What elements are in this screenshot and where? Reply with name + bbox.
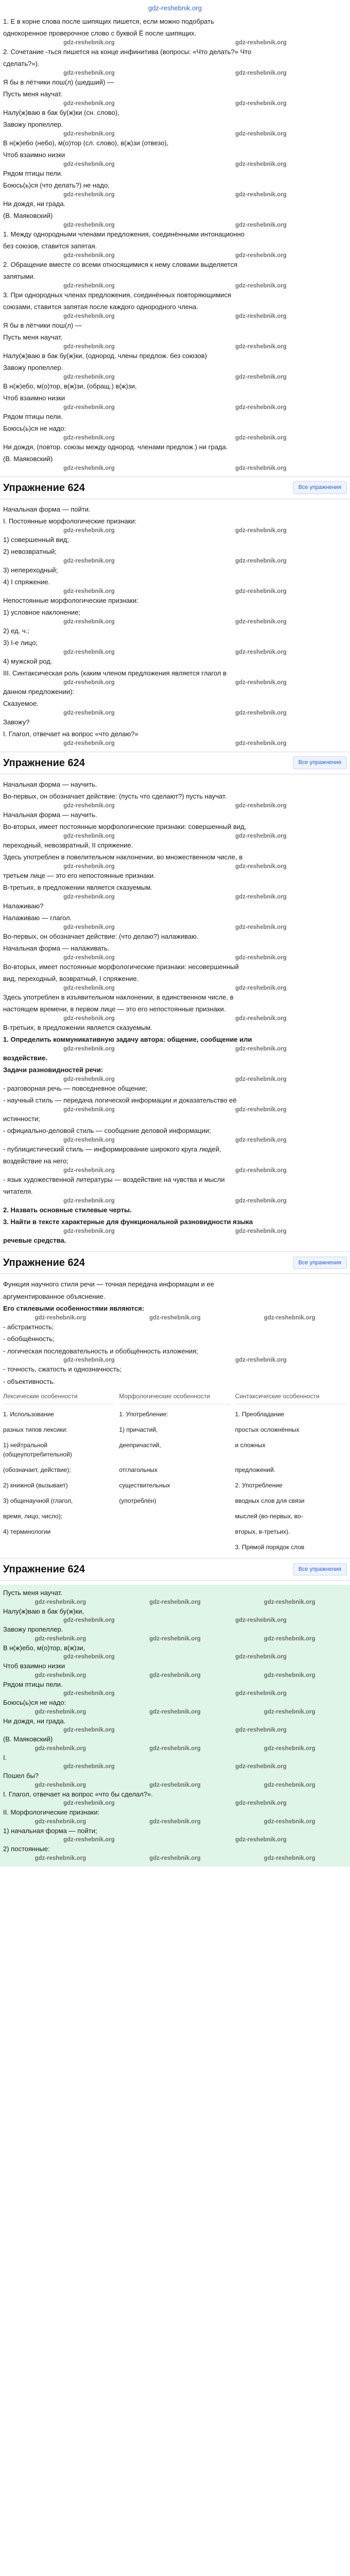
- text-line: - точность, сжатость и однозначность;: [3, 1365, 122, 1373]
- text-line: I. Глагол, отвечает на вопрос «что делаю?»: [3, 730, 138, 738]
- watermark-text: gdz-reshebnik.org: [63, 1800, 115, 1806]
- watermark-text: gdz-reshebnik.org: [34, 1745, 86, 1752]
- text-line: (В. Маяковский): [3, 455, 53, 463]
- watermark-row: [3, 464, 347, 472]
- text-line: Завожу пропеллер.: [3, 364, 63, 371]
- text-line: 3. Найти в тексте характерные для функциональной разновидности языка: [3, 1218, 253, 1226]
- watermark-text: gdz-reshebnik.org: [235, 465, 287, 471]
- text-line: - публицистический стиль — информирование широкого круга людей,: [3, 1145, 221, 1153]
- text-line: В н(ж)ебо, м(о)тор, в(ж)зи,: [3, 1643, 85, 1652]
- text-line: 2) невозвратный;: [3, 548, 57, 555]
- text-line: I.: [3, 1753, 7, 1761]
- watermark-text: gdz-reshebnik.org: [264, 1635, 316, 1642]
- watermark-text: gdz-reshebnik.org: [235, 833, 287, 839]
- text-line: Рядом птицы пели.: [3, 169, 63, 177]
- verb-analysis-section: [0, 778, 350, 1247]
- watermark-text: gdz-reshebnik.org: [63, 1197, 115, 1204]
- text-line: Начальная форма — научить.: [3, 810, 97, 819]
- text-line: 3) непереходный;: [3, 566, 58, 574]
- watermark-text: gdz-reshebnik.org: [63, 679, 115, 686]
- watermark-text: gdz-reshebnik.org: [235, 100, 287, 107]
- text-line: Начальная форма — налаживать.: [3, 944, 110, 952]
- watermark-text: gdz-reshebnik.org: [235, 130, 287, 137]
- text-line: - абстрактность;: [3, 1323, 54, 1331]
- watermark-text: gdz-reshebnik.org: [149, 1599, 201, 1605]
- watermark-text: gdz-reshebnik.org: [235, 1837, 287, 1843]
- watermark-text: gdz-reshebnik.org: [63, 588, 115, 595]
- table-cell: простых осложнённых: [235, 1426, 300, 1433]
- watermark-text: gdz-reshebnik.org: [235, 740, 287, 747]
- watermark-text: gdz-reshebnik.org: [63, 1015, 115, 1022]
- table-cell: 3. Прямой порядок слов: [235, 1544, 305, 1551]
- text-line: 2. Назвать основные стилевые черты.: [3, 1206, 132, 1214]
- watermark-text: gdz-reshebnik.org: [63, 404, 115, 411]
- watermark-text: gdz-reshebnik.org: [63, 1137, 115, 1143]
- watermark-text: gdz-reshebnik.org: [235, 1800, 287, 1806]
- watermark-text: gdz-reshebnik.org: [235, 893, 287, 900]
- watermark-text: gdz-reshebnik.org: [63, 70, 115, 76]
- table-cell: 3) общенаучной (глагол,: [3, 1497, 73, 1504]
- watermark-text: gdz-reshebnik.org: [34, 1818, 86, 1825]
- watermark-text: gdz-reshebnik.org: [235, 649, 287, 655]
- watermark-text: gdz-reshebnik.org: [63, 1764, 115, 1770]
- watermark-text: gdz-reshebnik.org: [63, 557, 115, 564]
- all-exercises-button[interactable]: Все упражнения: [293, 1257, 347, 1269]
- watermark-text: gdz-reshebnik.org: [63, 954, 115, 961]
- table-header-cell: Синтаксические особенности: [235, 1392, 347, 1404]
- text-line: Рядом птицы пели.: [3, 412, 63, 420]
- watermark-text: gdz-reshebnik.org: [63, 1228, 115, 1234]
- text-line: Боюсь(ь)ся (что делать?) не надо,: [3, 181, 110, 189]
- watermark-text: gdz-reshebnik.org: [34, 1855, 86, 1861]
- table-cell: 1. Использование: [3, 1411, 55, 1418]
- text-line: Ни дождя, (повтор. союзы между однород. членами предлож.) ни града.: [3, 443, 228, 451]
- text-line: переходный, невозвратный, II спряжение.: [3, 841, 133, 849]
- table-cell: [119, 1526, 231, 1537]
- text-line: Здесь употреблен в изъявительном наклонении, в единственном числе, в: [3, 993, 234, 1001]
- watermark-text: gdz-reshebnik.org: [264, 1672, 316, 1679]
- text-line: Рядом птицы пели.: [3, 1680, 63, 1688]
- text-line: Функция научного стиля речи — точная передача информации и ее: [3, 1280, 214, 1288]
- text-line: - научный стиль — передача логической информации и доказательство её: [3, 1096, 237, 1104]
- exercise-title: Упражнение 624: [3, 1257, 85, 1268]
- watermark-text: gdz-reshebnik.org: [235, 39, 287, 46]
- text-line: (В. Маяковский): [3, 1735, 53, 1743]
- table-cell: 4) терминологии: [3, 1528, 51, 1535]
- text-line: Его стилевыми особенностями являются:: [3, 1304, 145, 1312]
- watermark-text: gdz-reshebnik.org: [34, 1314, 86, 1321]
- watermark-text: gdz-reshebnik.org: [235, 557, 287, 564]
- table-cell: время, лицо, число);: [3, 1513, 63, 1520]
- table-cell: разных типов лексики:: [3, 1426, 68, 1433]
- text-line: В-третьих, в предложении является сказуемым.: [3, 884, 152, 891]
- text-line: - логическая последовательность и обобщённость изложения;: [3, 1347, 198, 1355]
- exercise-header-2: [0, 752, 350, 774]
- watermark-text: gdz-reshebnik.org: [34, 1708, 86, 1715]
- text-line: Ни дождя, ни града.: [3, 1717, 66, 1725]
- watermark-text: gdz-reshebnik.org: [235, 222, 287, 228]
- text-line: В н(ж)ебо, м(о)тор, в(ж)зи, (обращ.) в(ж)зи,: [3, 382, 137, 390]
- text-line: читателя.: [3, 1188, 33, 1195]
- table-cell: (обозначает, действие);: [3, 1466, 71, 1473]
- watermark-text: gdz-reshebnik.org: [235, 1690, 287, 1697]
- features-table: [3, 1392, 347, 1553]
- site-domain[interactable]: [0, 0, 350, 15]
- text-line: Завожу пропеллер.: [3, 121, 63, 128]
- watermark-text: gdz-reshebnik.org: [235, 313, 287, 319]
- watermark-text: gdz-reshebnik.org: [235, 1727, 287, 1733]
- watermark-text: gdz-reshebnik.org: [235, 709, 287, 716]
- all-exercises-button[interactable]: Все упражнения: [293, 1563, 347, 1576]
- watermark-text: gdz-reshebnik.org: [63, 465, 115, 471]
- watermark-text: gdz-reshebnik.org: [264, 1818, 316, 1825]
- text-line: запятыми.: [3, 273, 36, 280]
- table-cell: 2. Употребление: [235, 1482, 283, 1489]
- watermark-text: gdz-reshebnik.org: [235, 679, 287, 686]
- watermark-text: gdz-reshebnik.org: [149, 1672, 201, 1679]
- text-line: I. Постоянные морфологические признаки:: [3, 517, 137, 525]
- text-line: третьем лице — это его непостоянные признаки.: [3, 871, 155, 879]
- watermark-text: gdz-reshebnik.org: [149, 1708, 201, 1715]
- watermark-text: gdz-reshebnik.org: [63, 740, 115, 747]
- watermark-text: gdz-reshebnik.org: [63, 1727, 115, 1733]
- text-line: Во-первых, он обозначает действие: (что делаю?) налаживаю.: [3, 932, 199, 940]
- text-line: Налаживаю — глагол.: [3, 914, 72, 922]
- rules-section: [0, 15, 350, 472]
- watermark-text: gdz-reshebnik.org: [235, 252, 287, 259]
- text-line: однокоренное проверочное слово с буквой Ё после шипящих.: [3, 29, 197, 37]
- table-cell: существительных: [119, 1482, 170, 1489]
- text-line: Завожу пропеллер.: [3, 1625, 63, 1633]
- text-line: Налу(ж)ваю в бак бу(ж)ки,: [3, 1607, 84, 1615]
- watermark-text: gdz-reshebnik.org: [63, 649, 115, 655]
- watermark-text: gdz-reshebnik.org: [63, 709, 115, 716]
- watermark-text: gdz-reshebnik.org: [34, 1599, 86, 1605]
- text-line: Чтоб взаимно низки: [3, 1662, 65, 1670]
- text-line: союзами, ставится запятая после каждого однородного члена.: [3, 303, 199, 311]
- watermark-text: gdz-reshebnik.org: [63, 39, 115, 46]
- table-cell: отглагольных: [119, 1466, 158, 1473]
- watermark-text: gdz-reshebnik.org: [63, 130, 115, 137]
- text-line: 4) I спряжение.: [3, 578, 50, 586]
- watermark-text: gdz-reshebnik.org: [235, 1106, 287, 1113]
- text-line: Чтоб взаимно низки: [3, 394, 65, 402]
- table-cell: [3, 1541, 115, 1553]
- watermark-text: gdz-reshebnik.org: [235, 1076, 287, 1082]
- exercise-title: Упражнение 624: [3, 757, 85, 769]
- watermark-text: gdz-reshebnik.org: [34, 1782, 86, 1788]
- text-line: 1) условное наклонение;: [3, 608, 81, 616]
- watermark-text: gdz-reshebnik.org: [63, 1654, 115, 1660]
- watermark-text: gdz-reshebnik.org: [264, 1599, 316, 1605]
- watermark-text: gdz-reshebnik.org: [235, 70, 287, 76]
- text-line: Во-первых, он обозначает действие: (пусть что сделают?) пусть научат.: [3, 792, 227, 800]
- table-cell: [119, 1511, 231, 1522]
- text-line: Во-вторых, имеет постоянные морфологические признаки: несовершенный: [3, 962, 239, 971]
- text-line: Пусть меня научат.: [3, 90, 63, 98]
- watermark-text: gdz-reshebnik.org: [63, 833, 115, 839]
- exercise-header-3: [0, 1251, 350, 1274]
- text-line: Сказуемое.: [3, 700, 39, 707]
- text-line: сделать?»).: [3, 60, 40, 67]
- watermark-text: gdz-reshebnik.org: [235, 954, 287, 961]
- text-line: 1) начальная форма — пойти;: [3, 1826, 97, 1835]
- watermark-text: gdz-reshebnik.org: [235, 1357, 287, 1363]
- text-line: Пусть меня научат.: [3, 333, 63, 341]
- watermark-text: gdz-reshebnik.org: [235, 1197, 287, 1204]
- text-line: без союзов, ставится запятая.: [3, 242, 97, 250]
- watermark-text: gdz-reshebnik.org: [235, 1654, 287, 1660]
- watermark-text: gdz-reshebnik.org: [235, 191, 287, 198]
- watermark-text: gdz-reshebnik.org: [235, 282, 287, 289]
- watermark-text: gdz-reshebnik.org: [63, 313, 115, 319]
- watermark-text: gdz-reshebnik.org: [63, 1357, 115, 1363]
- table-cell: 1. Употребление:: [119, 1411, 168, 1418]
- table-cell: 1) нейтральной (общеупотребительной): [3, 1442, 72, 1458]
- watermark-text: gdz-reshebnik.org: [63, 527, 115, 534]
- text-line: Я бы в лётчики пош(л) (шедший) —: [3, 78, 114, 86]
- watermark-text: gdz-reshebnik.org: [63, 100, 115, 107]
- watermark-text: gdz-reshebnik.org: [235, 1228, 287, 1234]
- watermark-text: gdz-reshebnik.org: [235, 1167, 287, 1174]
- watermark-text: gdz-reshebnik.org: [235, 374, 287, 380]
- text-line: 2. Сочетание -ться пишется на конце инфинитива (вопросы: «Что делать?» Что: [3, 47, 252, 56]
- watermark-text: gdz-reshebnik.org: [34, 1635, 86, 1642]
- table-cell: 2) книжной (вызывает): [3, 1482, 68, 1489]
- text-line: вид, переходный, возвратный, I спряжение.: [3, 975, 139, 982]
- table-cell: [119, 1541, 231, 1553]
- watermark-text: gdz-reshebnik.org: [235, 985, 287, 991]
- watermark-text: gdz-reshebnik.org: [264, 1745, 316, 1752]
- table-header-cell: Лексические особенности: [3, 1392, 115, 1404]
- text-line: I. Глагол, отвечает на вопрос «что бы сделал?».: [3, 1790, 153, 1798]
- watermark-text: gdz-reshebnik.org: [63, 222, 115, 228]
- text-line: аргументированное объяснение.: [3, 1292, 106, 1300]
- watermark-text: gdz-reshebnik.org: [63, 252, 115, 259]
- text-line: В-третьих, в предложении является сказуемым.: [3, 1023, 152, 1031]
- all-exercises-button[interactable]: Все упражнения: [293, 756, 347, 769]
- watermark-text: gdz-reshebnik.org: [63, 434, 115, 441]
- watermark-text: gdz-reshebnik.org: [235, 343, 287, 350]
- text-line: 1. Определить коммуникативную задачу автора: общение, сообщение или: [3, 1036, 252, 1043]
- text-line: Завожу?: [3, 718, 30, 726]
- watermark-text: gdz-reshebnik.org: [63, 282, 115, 289]
- text-line: Пусть меня научат.: [3, 1589, 63, 1597]
- watermark-text: gdz-reshebnik.org: [235, 588, 287, 595]
- text-line: 1. Между однородными членами предложения, соединёнными интонационно: [3, 230, 244, 238]
- text-line: речевые средства.: [3, 1236, 66, 1244]
- science-style-section: [0, 1278, 350, 1387]
- watermark-text: gdz-reshebnik.org: [63, 802, 115, 809]
- text-line: Начальная форма — научить.: [3, 780, 97, 788]
- watermark-text: gdz-reshebnik.org: [235, 527, 287, 534]
- watermark-text: gdz-reshebnik.org: [235, 1015, 287, 1022]
- watermark-text: gdz-reshebnik.org: [264, 1708, 316, 1715]
- morph-analysis-section: [0, 503, 350, 748]
- table-cell: 1) причастий,: [119, 1426, 158, 1433]
- text-line: II. Морфологические признаки:: [3, 1808, 100, 1816]
- text-line: - объективность.: [3, 1377, 55, 1385]
- watermark-text: gdz-reshebnik.org: [63, 1106, 115, 1113]
- text-line: воздействие на него;: [3, 1157, 68, 1165]
- watermark-text: gdz-reshebnik.org: [149, 1818, 201, 1825]
- text-line: III. Синтаксическая роль (каким членом предложения является глагол в: [3, 669, 227, 677]
- watermark-row: [3, 1854, 347, 1862]
- watermark-text: gdz-reshebnik.org: [149, 1745, 201, 1752]
- text-line: Чтоб взаимно низки: [3, 151, 65, 159]
- text-line: данном предложении):: [3, 687, 75, 696]
- table-cell: (употреблён): [119, 1497, 156, 1504]
- text-line: В н(ж)ебо (небо), м(о)тор (сл. слово), в(ж)зи (отвезо),: [3, 139, 169, 147]
- watermark-text: gdz-reshebnik.org: [63, 893, 115, 900]
- watermark-text: gdz-reshebnik.org: [235, 1137, 287, 1143]
- text-line: Здесь употреблен в повелительном наклонении, во множественном числе, в: [3, 853, 243, 861]
- table-cell: предложений.: [235, 1466, 275, 1473]
- text-line: Налу(ж)ваю в бак бу(ж)ки (сн. слово),: [3, 108, 119, 116]
- text-line: - разговорная речь — повседневное общение;: [3, 1084, 148, 1092]
- text-line: 3. При однородных членах предложения, соединённых повторяющимися: [3, 291, 231, 299]
- watermark-text: gdz-reshebnik.org: [63, 161, 115, 167]
- watermark-text: gdz-reshebnik.org: [149, 1635, 201, 1642]
- watermark-row: [3, 739, 347, 748]
- watermark-text: gdz-reshebnik.org: [149, 1314, 201, 1321]
- text-line: 1) совершенный вид;: [3, 535, 69, 544]
- text-line: настоящем времени, в первом лице — это его непостоянные признаки.: [3, 1005, 226, 1013]
- table-cell: и сложных: [235, 1442, 266, 1449]
- text-line: Во-вторых, имеет постоянные морфологические признаки: совершенный вид,: [3, 823, 247, 831]
- table-cell: 1. Преобладание: [235, 1411, 285, 1418]
- text-line: 3) I-е лицо;: [3, 639, 38, 647]
- text-line: Я бы в лётчики пош(л) —: [3, 321, 82, 329]
- watermark-text: gdz-reshebnik.org: [63, 1076, 115, 1082]
- watermark-text: gdz-reshebnik.org: [63, 191, 115, 198]
- text-line: - язык художественной литературы — воздействие на чувства и мысли: [3, 1175, 225, 1183]
- text-line: истинности;: [3, 1114, 40, 1123]
- table-cell: вторых, в-третьих).: [235, 1528, 290, 1535]
- text-line: - официально-деловой стиль — сообщение деловой информации;: [3, 1127, 211, 1134]
- exercise-title: Упражнение 624: [3, 1564, 85, 1575]
- watermark-text: gdz-reshebnik.org: [235, 1617, 287, 1623]
- watermark-text: gdz-reshebnik.org: [63, 1837, 115, 1843]
- watermark-text: gdz-reshebnik.org: [63, 618, 115, 625]
- text-line: Задачи разновидностей речи:: [3, 1066, 103, 1074]
- watermark-text: gdz-reshebnik.org: [235, 434, 287, 441]
- watermark-text: gdz-reshebnik.org: [235, 1045, 287, 1052]
- watermark-text: gdz-reshebnik.org: [63, 924, 115, 930]
- watermark-text: gdz-reshebnik.org: [63, 1690, 115, 1697]
- table-cell: мыслей (во-первых, во-: [235, 1513, 303, 1520]
- watermark-text: gdz-reshebnik.org: [264, 1855, 316, 1861]
- answer-section: [0, 1585, 350, 1867]
- watermark-text: gdz-reshebnik.org: [235, 1764, 287, 1770]
- table-cell: деепричастий,: [119, 1442, 161, 1449]
- watermark-text: gdz-reshebnik.org: [235, 863, 287, 870]
- text-line: 2) постоянные:: [3, 1845, 50, 1853]
- text-line: Начальная форма — пойти.: [3, 505, 91, 513]
- text-line: Пошел бы?: [3, 1772, 39, 1780]
- watermark-text: gdz-reshebnik.org: [235, 618, 287, 625]
- text-line: Ни дождя, ни града.: [3, 199, 66, 208]
- text-line: - обобщённость;: [3, 1335, 55, 1343]
- exercise-header-4: [0, 1558, 350, 1581]
- watermark-text: gdz-reshebnik.org: [34, 1672, 86, 1679]
- watermark-text: gdz-reshebnik.org: [63, 1167, 115, 1174]
- text-line: 1. Е в корне слова после шипящих пишется, если можно подобрать: [3, 17, 214, 25]
- text-line: воздействие.: [3, 1054, 47, 1062]
- watermark-text: gdz-reshebnik.org: [63, 343, 115, 350]
- watermark-text: gdz-reshebnik.org: [264, 1782, 316, 1788]
- watermark-text: gdz-reshebnik.org: [63, 985, 115, 991]
- all-exercises-button[interactable]: Все упражнения: [293, 481, 347, 494]
- text-line: 2) ед. ч.;: [3, 626, 29, 635]
- watermark-text: gdz-reshebnik.org: [235, 161, 287, 167]
- watermark-text: gdz-reshebnik.org: [235, 924, 287, 930]
- watermark-text: gdz-reshebnik.org: [149, 1782, 201, 1788]
- text-line: 2. Обращение вместе со всеми относящимися к нему словами выделяется: [3, 260, 238, 268]
- watermark-text: gdz-reshebnik.org: [149, 1855, 201, 1861]
- watermark-text: gdz-reshebnik.org: [264, 1314, 316, 1321]
- watermark-text: gdz-reshebnik.org: [63, 1617, 115, 1623]
- text-line: Боюсь(ь)ся не надо:: [3, 425, 66, 432]
- text-line: Непостоянные морфологические признаки:: [3, 596, 138, 604]
- exercise-header-1: [0, 477, 350, 499]
- watermark-text: gdz-reshebnik.org: [235, 802, 287, 809]
- features-table-section: [0, 1392, 350, 1553]
- text-line: 4) мужской род.: [3, 657, 52, 665]
- site-domain-link[interactable]: gdz-reshebnik.org: [148, 4, 202, 12]
- watermark-text: gdz-reshebnik.org: [63, 374, 115, 380]
- watermark-text: gdz-reshebnik.org: [235, 404, 287, 411]
- table-header-cell: Морфологические особенности: [119, 1392, 231, 1404]
- text-line: Боюсь(ь)ся не надо:: [3, 1699, 66, 1706]
- watermark-text: gdz-reshebnik.org: [63, 1045, 115, 1052]
- watermark-text: gdz-reshebnik.org: [63, 863, 115, 870]
- text-line: (В. Маяковский): [3, 212, 53, 219]
- text-line: Налу(ж)ваю в бак бу(ж)ки, (однород. члены предлож. без союзов): [3, 351, 207, 360]
- exercise-title: Упражнение 624: [3, 482, 85, 494]
- text-line: Налаживаю?: [3, 902, 44, 910]
- table-cell: вводных слов для связи: [235, 1497, 305, 1504]
